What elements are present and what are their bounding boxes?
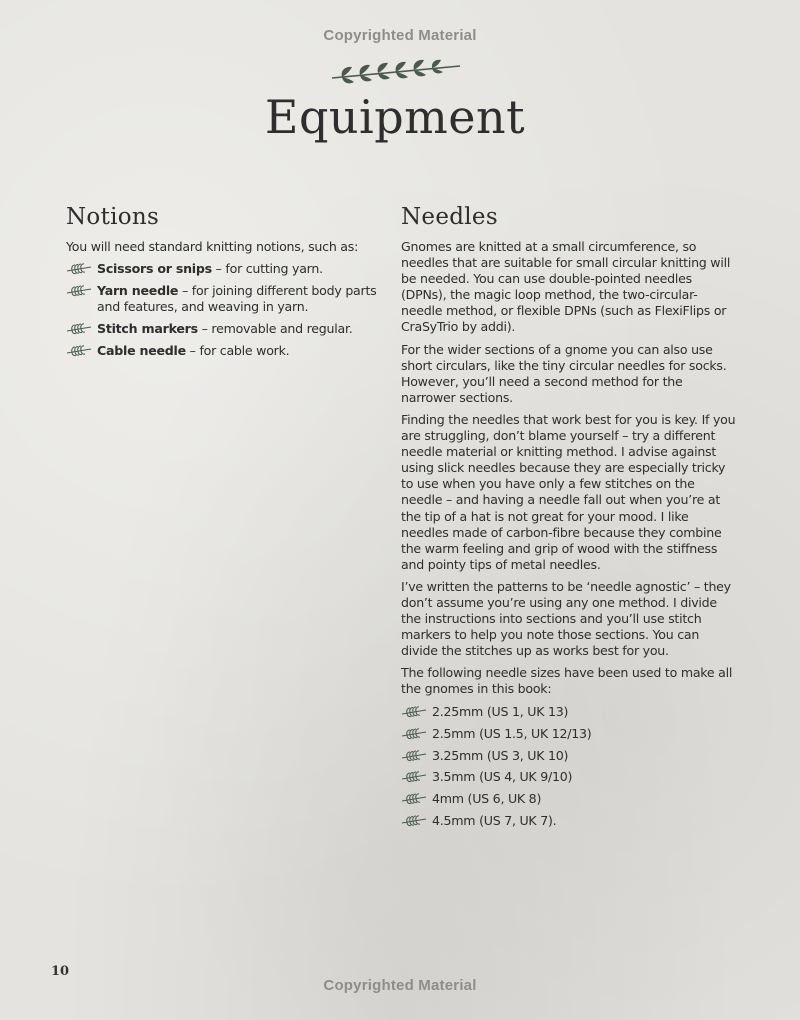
sprig-bullet-icon [66, 345, 92, 357]
needle-size-text: 2.5mm (US 1.5, UK 12/13) [432, 725, 592, 741]
sprig-bullet-icon [401, 750, 427, 762]
notion-item-text [97, 321, 353, 337]
needle-size-text: 2.25mm (US 1, UK 13) [432, 703, 569, 719]
needle-size-text: 4.5mm (US 7, UK 7). [432, 813, 557, 829]
sprig-bullet-icon [401, 771, 427, 783]
notion-item-description: – for cable work. [185, 343, 290, 359]
notion-item-name: Scissors or snips [97, 261, 212, 277]
sprig-bullet-icon [66, 285, 92, 297]
notion-item-name: Yarn needle [97, 283, 179, 299]
sprig-bullet-icon [66, 323, 92, 335]
notion-item-text [97, 343, 289, 359]
sprig-bullet-icon [66, 263, 92, 275]
needle-size-text: 4mm (US 6, UK 8) [432, 791, 542, 807]
needle-size-item [401, 748, 737, 764]
needle-size-item [401, 769, 737, 785]
needles-paragraph: I’ve written the patterns to be ‘needle agnostic’ – they don’t assume you’re using any one method. I divide the instructions into sections and you’ll use stitch markers to help you note those sections. You can divide the stitches up as works best for you. [401, 578, 731, 659]
needles-paragraph: Finding the needles that work best for you is key. If you are struggling, don’t blame yourself – try a different needle material or knitting method. I advise against using slick needles because they are especially tricky to use when you have only a few stitches on the needle – and having a needle fall out when you’re at the tip of a hat is not great for your mood. I like needles made of carbon-fibre because they combine the warm feeling and grip of wood with the stiffness and pointy tips of metal needles. [401, 411, 736, 572]
notions-intro: You will need standard knitting notions, such as: [66, 239, 359, 254]
notion-item-text [97, 283, 388, 315]
page-number: 10 [51, 964, 70, 979]
notion-item [66, 321, 388, 337]
sprig-bullet-icon [401, 706, 427, 718]
needles-paragraph: Gnomes are knitted at a small circumference, so needles that are suitable for small circular knitting will be needed. You can use double-pointed needles (DPNs), the magic loop method, the two-circular-needle method, or flexible DPNs (such as FlexiFlips or CraSyTrio by addi). [401, 239, 731, 335]
watermark-top: Copyrighted Material [323, 27, 477, 44]
needle-size-item [401, 726, 737, 742]
notion-item-name: Cable needle [97, 343, 186, 359]
notion-item-text [97, 261, 323, 277]
needle-size-item [401, 813, 737, 829]
notions-section [66, 204, 388, 366]
notions-heading: Notions [66, 204, 160, 230]
needles-section [401, 204, 737, 835]
needle-size-item [401, 704, 737, 720]
sprig-bullet-icon [401, 728, 427, 740]
notions-list [66, 261, 388, 359]
needles-paragraph: The following needle sizes have been used to make all the gnomes in this book: [401, 665, 733, 697]
notion-item [66, 261, 388, 277]
needle-size-text: 3.25mm (US 3, UK 10) [432, 747, 569, 763]
needle-size-text: 3.5mm (US 4, UK 9/10) [432, 769, 573, 785]
notion-item-description: – for joining different body parts and features, and weaving in yarn. [97, 283, 377, 315]
sprig-divider-icon [328, 58, 464, 86]
notion-item-name: Stitch markers [97, 321, 198, 337]
watermark-bottom: Copyrighted Material [323, 977, 477, 994]
needles-heading: Needles [401, 204, 498, 230]
sprig-bullet-icon [401, 815, 427, 827]
needle-size-item [401, 791, 737, 807]
needle-sizes-list [401, 704, 737, 830]
notion-item-description: – for cutting yarn. [211, 261, 323, 277]
page-title: Equipment [264, 90, 526, 144]
needles-paragraph: For the wider sections of a gnome you can also use short circulars, like the tiny circular needles for socks. However, you’ll need a second method for the narrower sections. [401, 341, 727, 405]
notion-item [66, 283, 388, 315]
notion-item [66, 343, 388, 359]
notion-item-description: – removable and regular. [197, 321, 353, 337]
sprig-bullet-icon [401, 793, 427, 805]
